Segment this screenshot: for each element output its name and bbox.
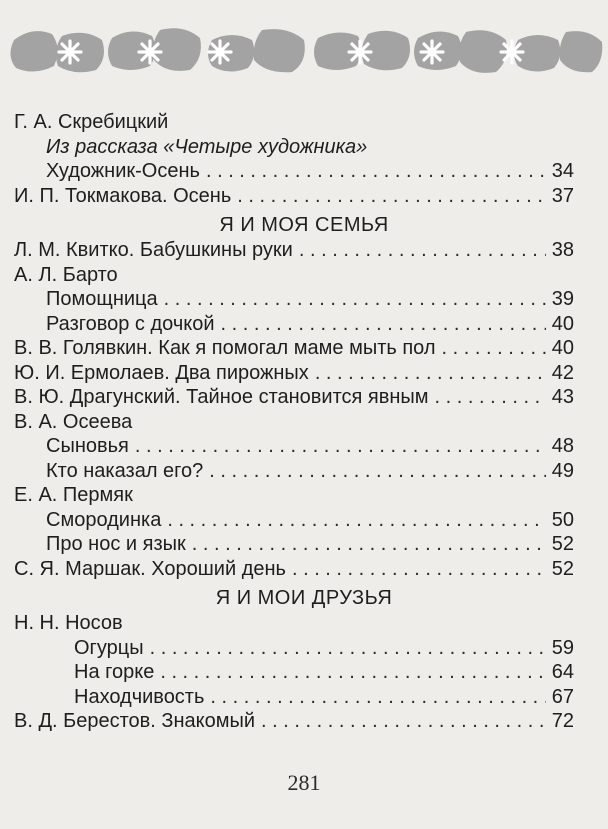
toc-work-entry xyxy=(14,135,574,160)
toc-author-entry xyxy=(14,336,574,361)
entry-page-number: 39 xyxy=(551,288,574,310)
dot-leader xyxy=(221,312,546,337)
entry-title: Художник-Осень xyxy=(46,160,200,182)
toc-author-entry xyxy=(14,410,574,435)
dot-leader xyxy=(135,434,546,459)
entry-title: С. Я. Маршак. Хороший день xyxy=(14,557,286,580)
page-number: 281 xyxy=(287,770,321,795)
entry-title: Е. А. Пермяк xyxy=(14,484,133,506)
dot-leader xyxy=(160,660,546,685)
entry-title: Из рассказа «Четыре художника» xyxy=(46,135,368,158)
dot-leader xyxy=(192,532,546,557)
toc-work-entry xyxy=(14,660,574,685)
decorative-ornament-border xyxy=(0,0,608,110)
toc-author-entry xyxy=(14,709,574,734)
dot-leader xyxy=(442,336,546,361)
toc-author-entry xyxy=(14,611,574,636)
entry-page-number: 52 xyxy=(551,557,574,580)
section-heading: Я И МОИ ДРУЗЬЯ xyxy=(215,587,393,609)
entry-title: В. Д. Берестов. Знакомый xyxy=(14,710,256,732)
dot-leader xyxy=(299,238,546,263)
dot-leader xyxy=(261,709,546,734)
toc-author-entry xyxy=(14,263,574,288)
entry-page-number: 40 xyxy=(551,337,574,359)
dot-leader xyxy=(164,287,546,312)
dot-leader xyxy=(167,508,546,533)
entry-title: Огурцы xyxy=(74,636,144,659)
entry-page-number: 38 xyxy=(551,239,574,261)
toc-author-entry xyxy=(14,184,574,209)
section-heading: Я И МОЯ СЕМЬЯ xyxy=(219,214,389,236)
entry-page-number: 50 xyxy=(551,508,574,531)
entry-title: Находчивость xyxy=(74,685,205,708)
entry-title: Помощница xyxy=(46,288,158,310)
entry-title: И. П. Токмакова. Осень xyxy=(14,184,232,207)
entry-title: В. А. Осеева xyxy=(14,410,133,433)
entry-title: Г. А. Скребицкий xyxy=(14,111,169,133)
toc-author-entry xyxy=(14,385,574,410)
entry-title: Смородинка xyxy=(46,508,162,531)
entry-page-number: 40 xyxy=(551,312,574,335)
dot-leader xyxy=(210,685,546,710)
entry-title: А. Л. Барто xyxy=(14,263,118,286)
toc-author-entry xyxy=(14,557,574,582)
toc-work-entry xyxy=(14,532,574,557)
entry-title: Ю. И. Ермолаев. Два пирожных xyxy=(14,361,309,384)
entry-title: Сыновья xyxy=(46,435,129,457)
entry-title: В. В. Голявкин. Как я помогал маме мыть пол xyxy=(14,337,436,359)
dot-leader xyxy=(315,361,546,386)
dot-leader xyxy=(206,159,546,184)
entry-title: Н. Н. Носов xyxy=(14,612,123,634)
toc-work-entry xyxy=(14,159,574,184)
entry-page-number: 72 xyxy=(551,710,574,732)
entry-title: Кто наказал его? xyxy=(46,459,204,482)
toc-work-entry xyxy=(14,685,574,710)
toc-author-entry xyxy=(14,238,574,263)
entry-page-number: 43 xyxy=(551,386,574,408)
toc-work-entry xyxy=(14,459,574,484)
dot-leader xyxy=(292,557,546,582)
toc-author-entry xyxy=(14,483,574,508)
dot-leader xyxy=(150,636,546,661)
table-of-contents xyxy=(14,110,574,734)
dot-leader xyxy=(237,184,546,209)
toc-work-entry xyxy=(14,312,574,337)
entry-page-number: 48 xyxy=(551,435,574,457)
dot-leader xyxy=(435,385,546,410)
entry-page-number: 49 xyxy=(551,459,574,482)
entry-page-number: 67 xyxy=(551,685,574,708)
toc-author-entry xyxy=(14,110,574,135)
entry-page-number: 34 xyxy=(551,160,574,182)
entry-page-number: 37 xyxy=(551,184,574,207)
entry-title: В. Ю. Драгунский. Тайное становится явным xyxy=(14,386,429,408)
entry-page-number: 59 xyxy=(551,636,574,659)
entry-title: Про нос и язык xyxy=(46,533,186,555)
dot-leader xyxy=(209,459,546,484)
entry-title: Разговор с дочкой xyxy=(46,312,215,335)
toc-work-entry xyxy=(14,434,574,459)
entry-page-number: 42 xyxy=(551,361,574,384)
entry-title: На горке xyxy=(74,661,155,683)
toc-author-entry xyxy=(14,361,574,386)
entry-title: Л. М. Квитко. Бабушкины руки xyxy=(14,239,293,261)
toc-work-entry xyxy=(14,508,574,533)
entry-page-number: 64 xyxy=(551,661,574,683)
entry-page-number: 52 xyxy=(551,533,574,555)
toc-work-entry xyxy=(14,287,574,312)
toc-work-entry xyxy=(14,636,574,661)
